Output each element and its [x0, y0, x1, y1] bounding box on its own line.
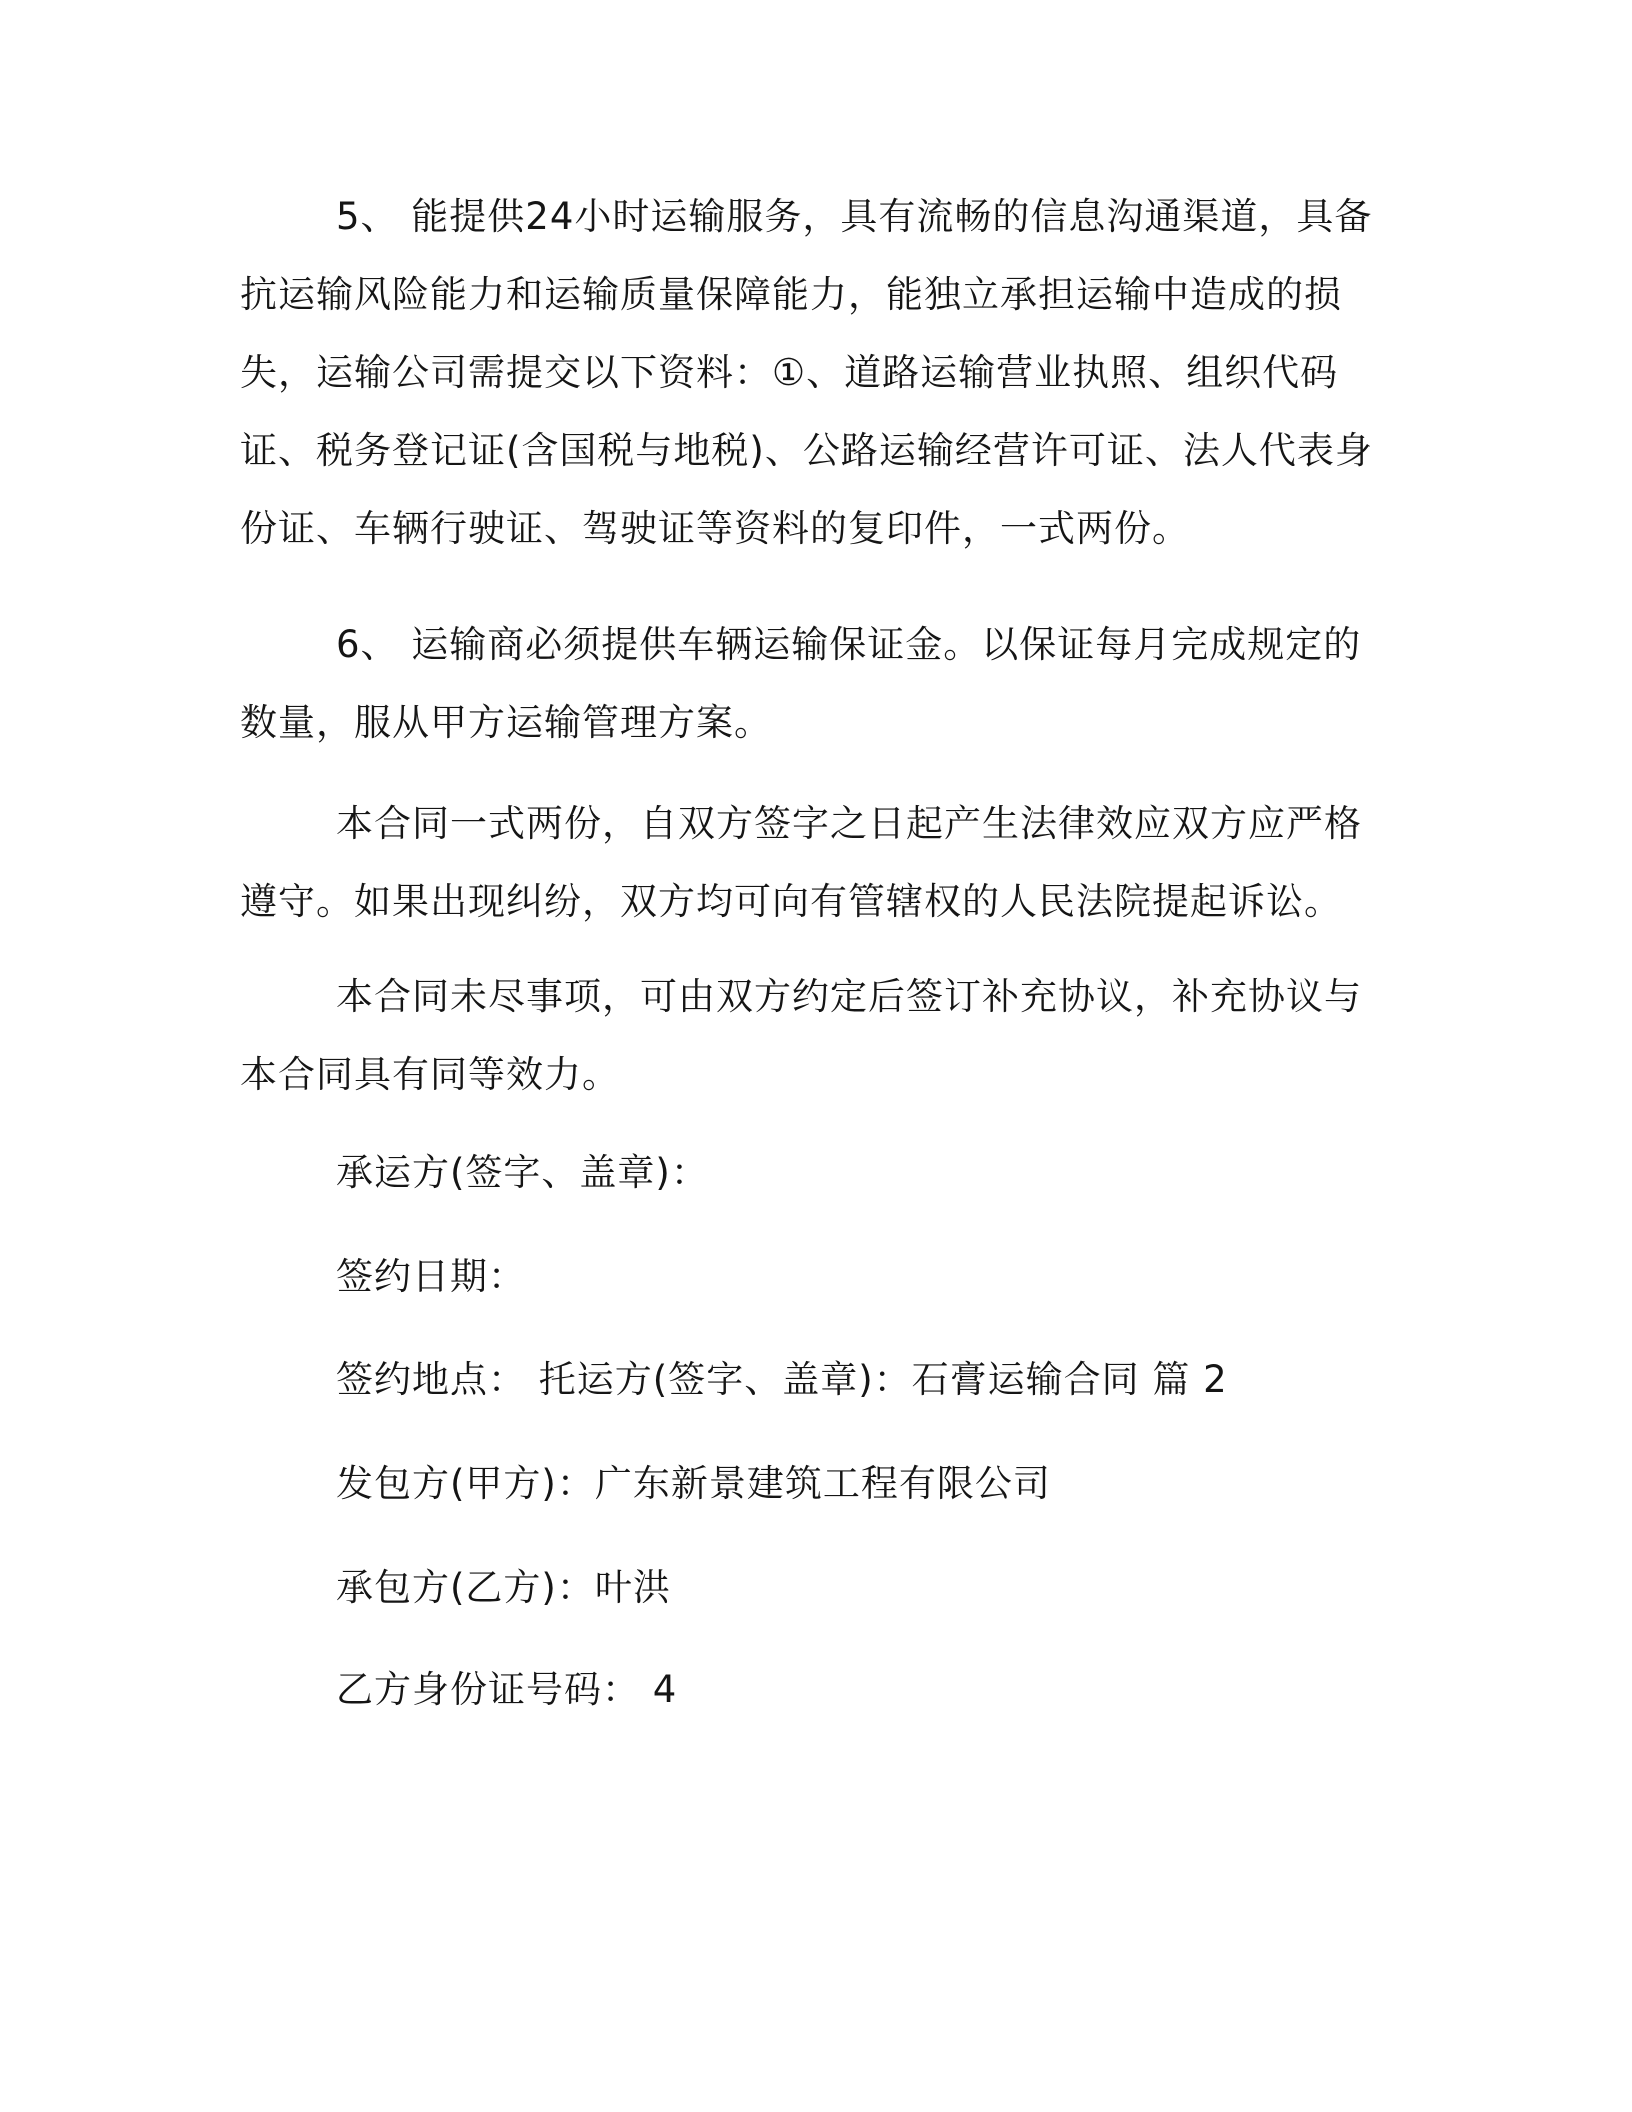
- party-a-line: 发包方(甲方)：广东新景建筑工程有限公司: [336, 1462, 1051, 1505]
- signing-place-line: 签约地点： 托运方(签字、盖章)：石膏运输合同 篇 2: [336, 1358, 1228, 1401]
- paragraph-contract-copies: 本合同一式两份，自双方签字之日起产生法律效应双方应严格遵守。如果出现纠纷，双方均可向有管辖权的人民法院提起诉讼。: [240, 802, 1362, 923]
- party-b-id-line: 乙方身份证号码： 4: [336, 1668, 678, 1711]
- paragraph-supplementary-agreement: 本合同未尽事项，可由双方约定后签订补充协议，补充协议与本合同具有同等效力。: [240, 975, 1362, 1096]
- paragraph-item-5: 5、 能提供24小时运输服务，具有流畅的信息沟通渠道，具备抗运输风险能力和运输质量保障能力，能独立承担运输中造成的损失，运输公司需提交以下资料：①、道路运输营业执照、组织代码证、税务登记证(含国税与地税)、公路运输经营许可证、法人代表身份证、车辆行驶证、驾驶证等资料的复印件，一式两份。: [240, 195, 1373, 550]
- paragraph-item-6: 6、 运输商必须提供车辆运输保证金。以保证每月完成规定的数量，服从甲方运输管理方案。: [240, 623, 1362, 744]
- signing-date-line: 签约日期：: [336, 1255, 526, 1298]
- carrier-signature-line: 承运方(签字、盖章)：: [336, 1151, 709, 1194]
- party-b-line: 承包方(乙方)：叶洪: [336, 1566, 671, 1609]
